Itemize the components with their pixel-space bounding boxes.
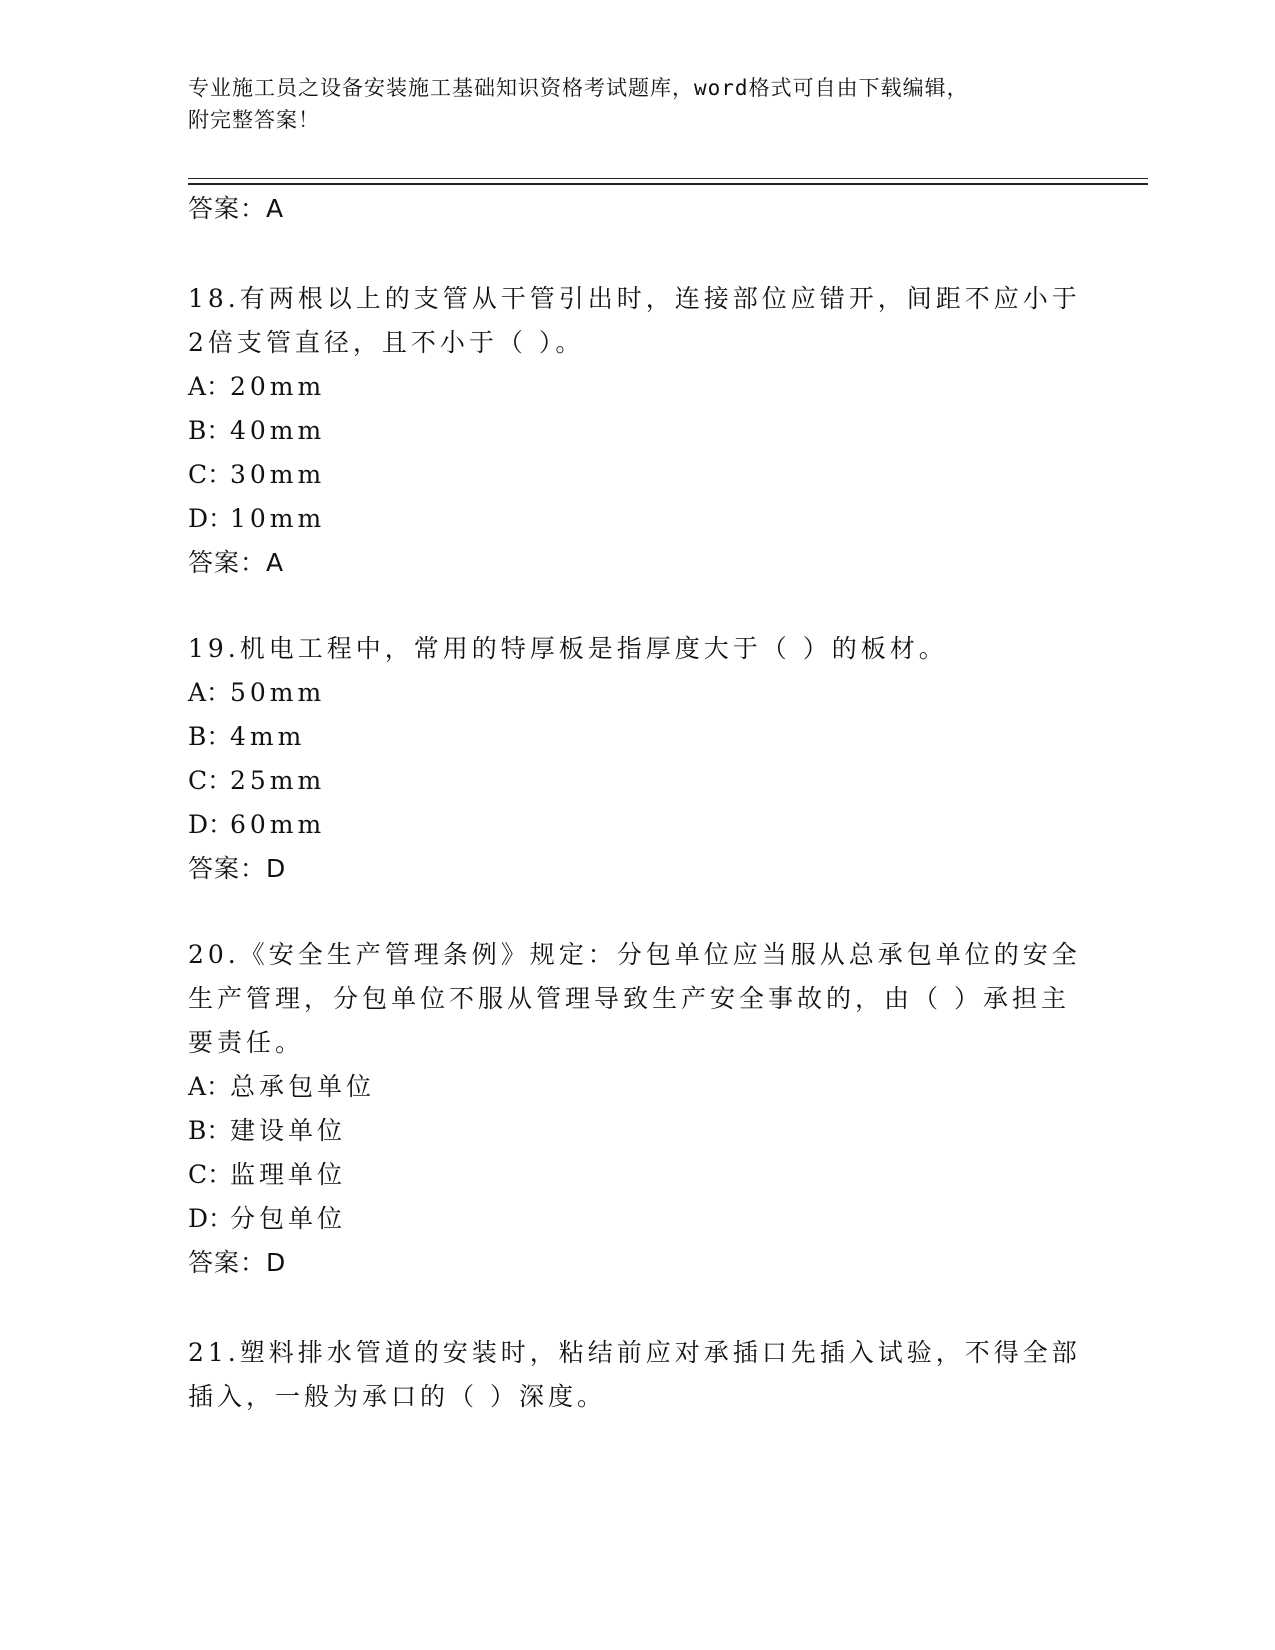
- option-label: A：: [188, 678, 232, 707]
- option-text: 4mm: [230, 722, 306, 751]
- option-c: [188, 460, 325, 490]
- question-20-line-3: 要责任。: [188, 1028, 305, 1057]
- option-text: 40mm: [230, 416, 326, 445]
- option-label: C：: [188, 460, 233, 489]
- header-line-2: 附完整答案！: [188, 108, 320, 132]
- document-header: [188, 72, 1088, 136]
- option-text: 总承包单位: [230, 1072, 376, 1101]
- question-20-line-1: 20.《安全生产管理条例》规定：分包单位应当服从总承包单位的安全: [188, 940, 1081, 969]
- option-d: [188, 1204, 346, 1234]
- option-label: B：: [188, 1116, 232, 1145]
- answer-line: 答案：D: [188, 854, 287, 883]
- answer-line: 答案：A: [188, 194, 285, 223]
- option-label: D：: [188, 1204, 234, 1233]
- answer-line: 答案：A: [188, 548, 285, 577]
- option-b: [188, 722, 305, 752]
- option-c: [188, 1160, 346, 1190]
- option-label: D：: [188, 810, 234, 839]
- option-a: [188, 372, 325, 402]
- answer-line: 答案：D: [188, 1248, 287, 1277]
- header-line-1: 专业施工员之设备安装施工基础知识资格考试题库，word格式可自由下载编辑，: [188, 76, 969, 100]
- question-19-line-1: 19.机电工程中，常用的特厚板是指厚度大于（ ）的板材。: [188, 634, 948, 663]
- option-text: 60mm: [230, 810, 326, 839]
- option-label: B：: [188, 416, 232, 445]
- option-text: 20mm: [230, 372, 326, 401]
- option-label: C：: [188, 766, 233, 795]
- option-label: B：: [188, 722, 232, 751]
- option-label: A：: [188, 1072, 232, 1101]
- option-a: [188, 678, 325, 708]
- option-a: [188, 1072, 375, 1102]
- option-text: 监理单位: [230, 1160, 347, 1189]
- option-b: [188, 416, 325, 446]
- option-label: C：: [188, 1160, 233, 1189]
- option-d: [188, 504, 325, 534]
- option-b: [188, 1116, 346, 1146]
- question-21-line-1: 21.塑料排水管道的安装时，粘结前应对承插口先插入试验，不得全部: [188, 1338, 1081, 1367]
- option-text: 分包单位: [230, 1204, 347, 1233]
- option-c: [188, 766, 325, 796]
- question-21-line-2: 插入，一般为承口的（ ）深度。: [188, 1382, 606, 1411]
- header-divider: [188, 178, 1148, 179]
- question-18-line-1: 18.有两根以上的支管从干管引出时，连接部位应错开，间距不应小于: [188, 284, 1081, 313]
- header-divider-thick: [188, 183, 1148, 185]
- question-20-line-2: 生产管理，分包单位不服从管理导致生产安全事故的，由（ ）承担主: [188, 984, 1070, 1013]
- option-d: [188, 810, 325, 840]
- question-18-line-2: 2倍支管直径，且不小于（ ）。: [188, 328, 585, 357]
- option-label: A：: [188, 372, 232, 401]
- option-text: 30mm: [230, 460, 326, 489]
- option-label: D：: [188, 504, 234, 533]
- option-text: 50mm: [230, 678, 326, 707]
- option-text: 建设单位: [230, 1116, 347, 1145]
- option-text: 10mm: [230, 504, 326, 533]
- option-text: 25mm: [230, 766, 326, 795]
